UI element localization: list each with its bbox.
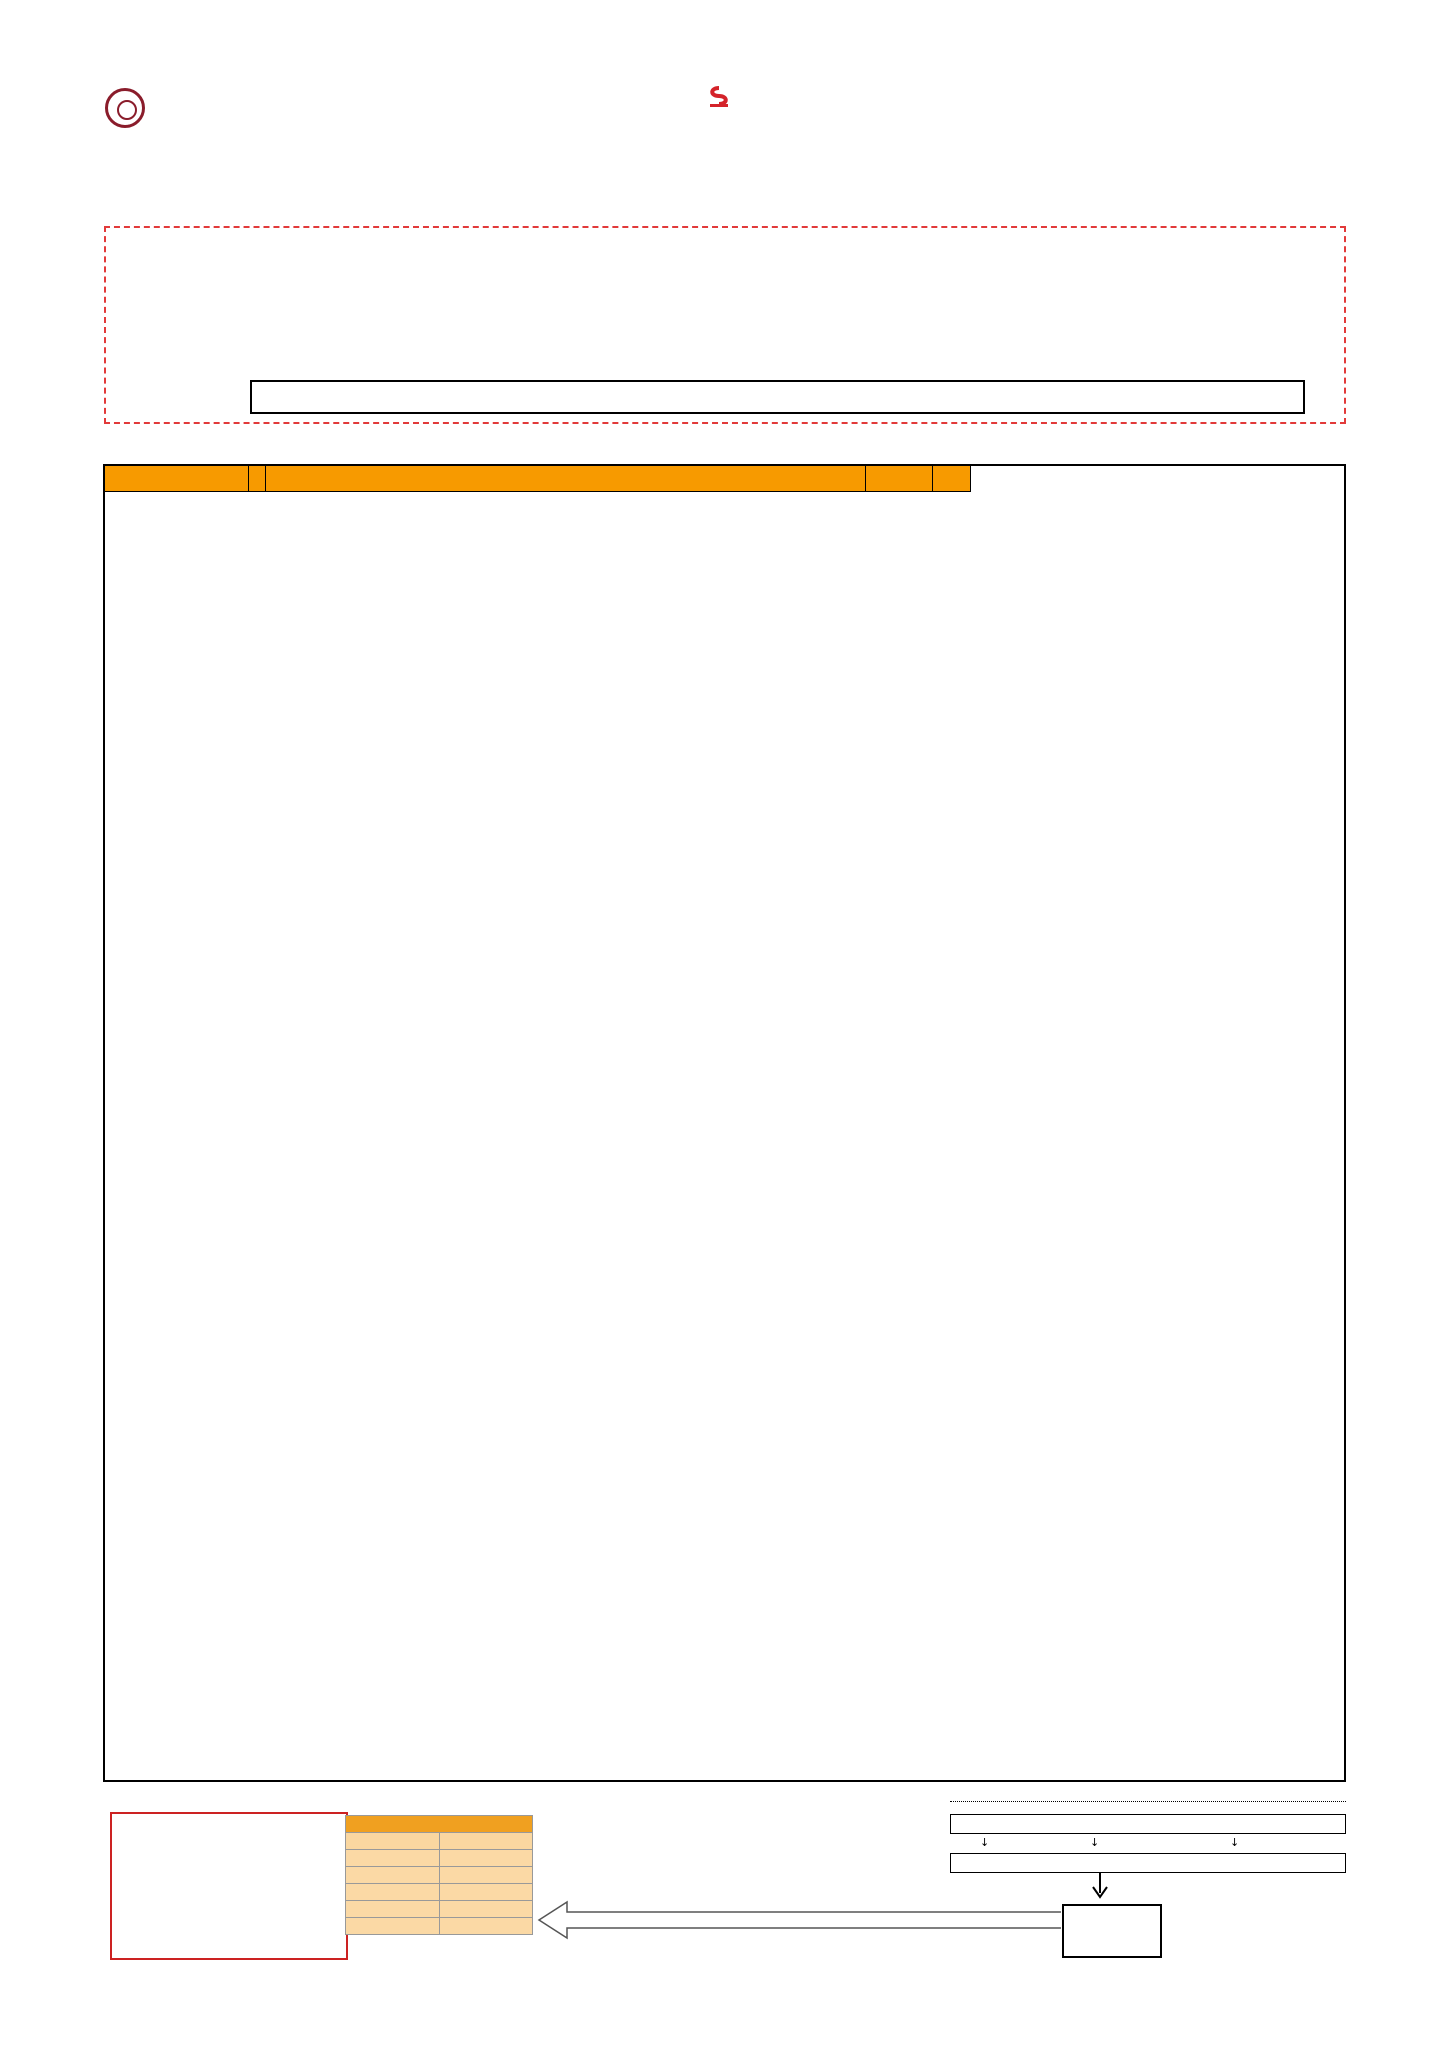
header-blank bbox=[105, 466, 249, 492]
eval-range bbox=[439, 1901, 533, 1918]
eval-grade bbox=[346, 1901, 440, 1918]
eval-grade bbox=[346, 1867, 440, 1884]
evaluation-table bbox=[345, 1815, 533, 1956]
total-box bbox=[1062, 1904, 1162, 1958]
evaluation-title bbox=[346, 1816, 533, 1833]
subtotal-row bbox=[950, 1853, 1346, 1873]
handling-notice bbox=[110, 1812, 348, 1960]
header-num bbox=[249, 466, 266, 492]
org-name-input[interactable] bbox=[250, 380, 1305, 414]
intro-box bbox=[104, 226, 1346, 424]
down-arrow-icon bbox=[1090, 1873, 1110, 1903]
eval-col-grade bbox=[346, 1833, 440, 1850]
header-entry-I bbox=[933, 466, 971, 492]
eval-col-points bbox=[439, 1833, 533, 1850]
eval-grade bbox=[346, 1850, 440, 1867]
left-arrow-icon bbox=[537, 1900, 1062, 1940]
checklist-table bbox=[103, 464, 1346, 1782]
header-check-items bbox=[266, 466, 866, 492]
points-row bbox=[950, 1814, 1346, 1834]
eval-range bbox=[439, 1918, 533, 1935]
program-mark-icon bbox=[706, 86, 732, 108]
university-logo bbox=[105, 86, 330, 132]
eval-grade bbox=[346, 1918, 440, 1935]
eval-range bbox=[439, 1867, 533, 1884]
header-I bbox=[866, 466, 933, 492]
eval-grade bbox=[346, 1884, 440, 1901]
eval-range bbox=[439, 1850, 533, 1867]
eval-range bbox=[439, 1884, 533, 1901]
university-seal-icon bbox=[105, 88, 145, 128]
